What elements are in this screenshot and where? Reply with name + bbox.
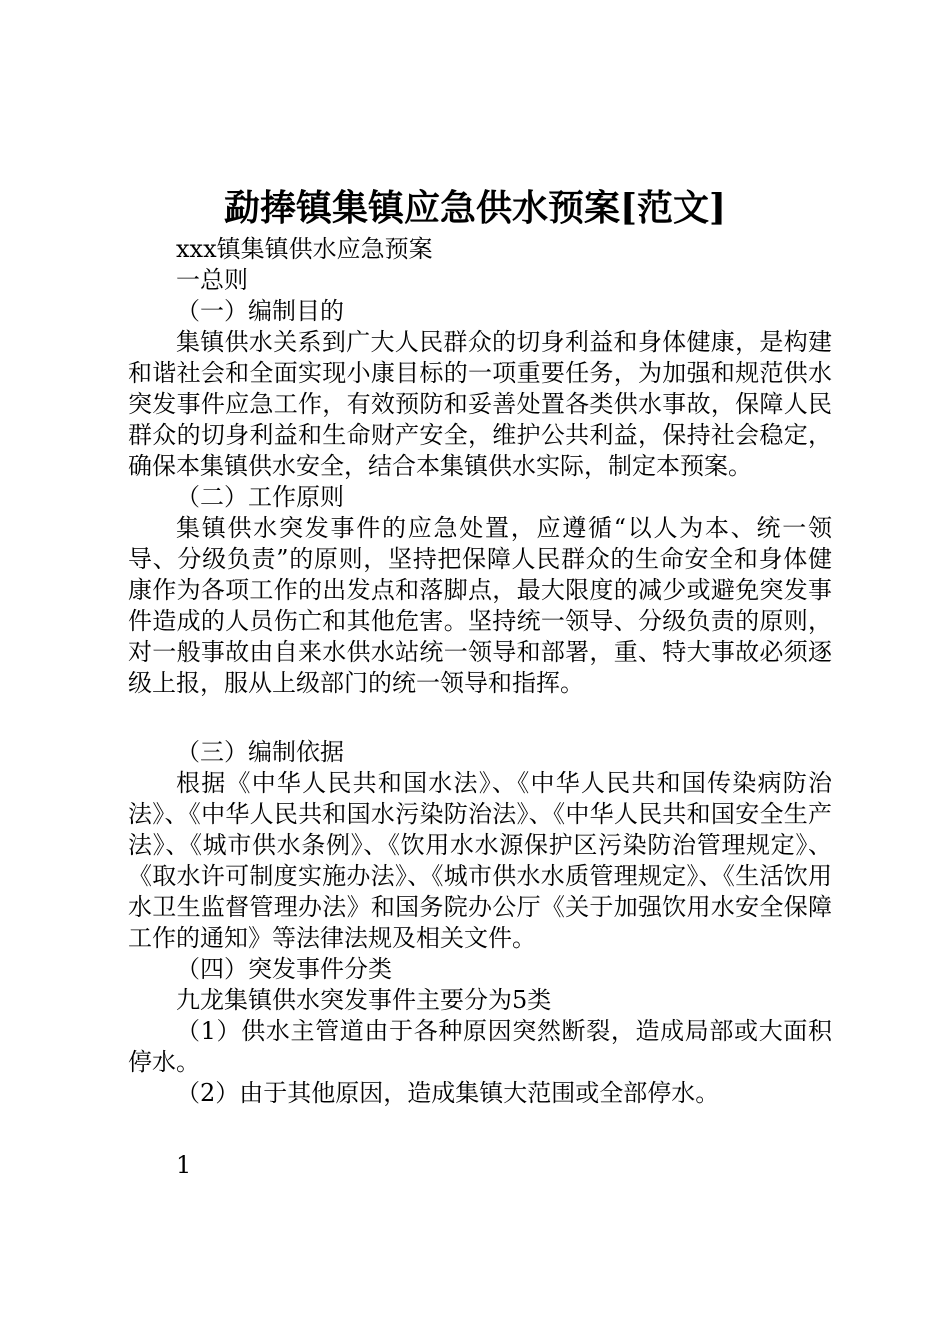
paragraph-principles: 集镇供水突发事件的应急处置，应遵循“以人为本、统一领导、分级负责”的原则，坚持把保障人民群众的生命安全和身体健康作为各项工作的出发点和落脚点，最大限度的减少或避免突发事件造成的人员伤亡和其他危害。坚持统一领导、分级负责的原则，对一般事故由自来水供水站统一领导和部署，重、特大事故必须逐级上报，服从上级部门的统一领导和指挥。 — [128, 514, 832, 697]
paragraph-classification-intro: 九龙集镇供水突发事件主要分为5类 — [176, 986, 552, 1014]
subsection-heading-basis: （三）编制依据 — [176, 738, 344, 766]
doc-subtitle: xxx镇集镇供水应急预案 — [176, 235, 433, 263]
document-title: 勐捧镇集镇应急供水预案[范文] — [223, 187, 727, 229]
subsection-heading-classification: （四）突发事件分类 — [176, 955, 392, 983]
paragraph-basis: 根据《中华人民共和国水法》、《中华人民共和国传染病防治法》、《中华人民共和国水污染防治法》、《中华人民共和国安全生产法》、《城市供水条例》、《饮用水水源保护区污染防治管理规定》、《取水许可制度实施办法》、《城市供水水质管理规定》、《生活饮用水卫生监督管理办法》和国务院办公厅《关于加强饮用水安全保障工作的通知》等法律法规及相关文件。 — [128, 769, 832, 952]
subsection-heading-principles: （二）工作原则 — [176, 483, 344, 511]
list-item-2: （2）由于其他原因，造成集镇大范围或全部停水。 — [176, 1079, 720, 1107]
page-number: 1 — [176, 1151, 192, 1179]
list-item-1: （1）供水主管道由于各种原因突然断裂，造成局部或大面积停水。 — [128, 1017, 832, 1076]
paragraph-purpose: 集镇供水关系到广大人民群众的切身利益和身体健康，是构建和谐社会和全面实现小康目标的一项重要任务，为加强和规范供水突发事件应急工作，有效预防和妥善处置各类供水事故，保障人民群众的切身利益和生命财产安全，维护公共利益，保持社会稳定，确保本集镇供水安全，结合本集镇供水实际，制定本预案。 — [128, 328, 832, 480]
subsection-heading-purpose: （一）编制目的 — [176, 297, 344, 325]
document-body — [128, 234, 832, 1109]
section-heading-general: 一总则 — [176, 266, 248, 294]
paragraph-gap — [128, 699, 832, 737]
